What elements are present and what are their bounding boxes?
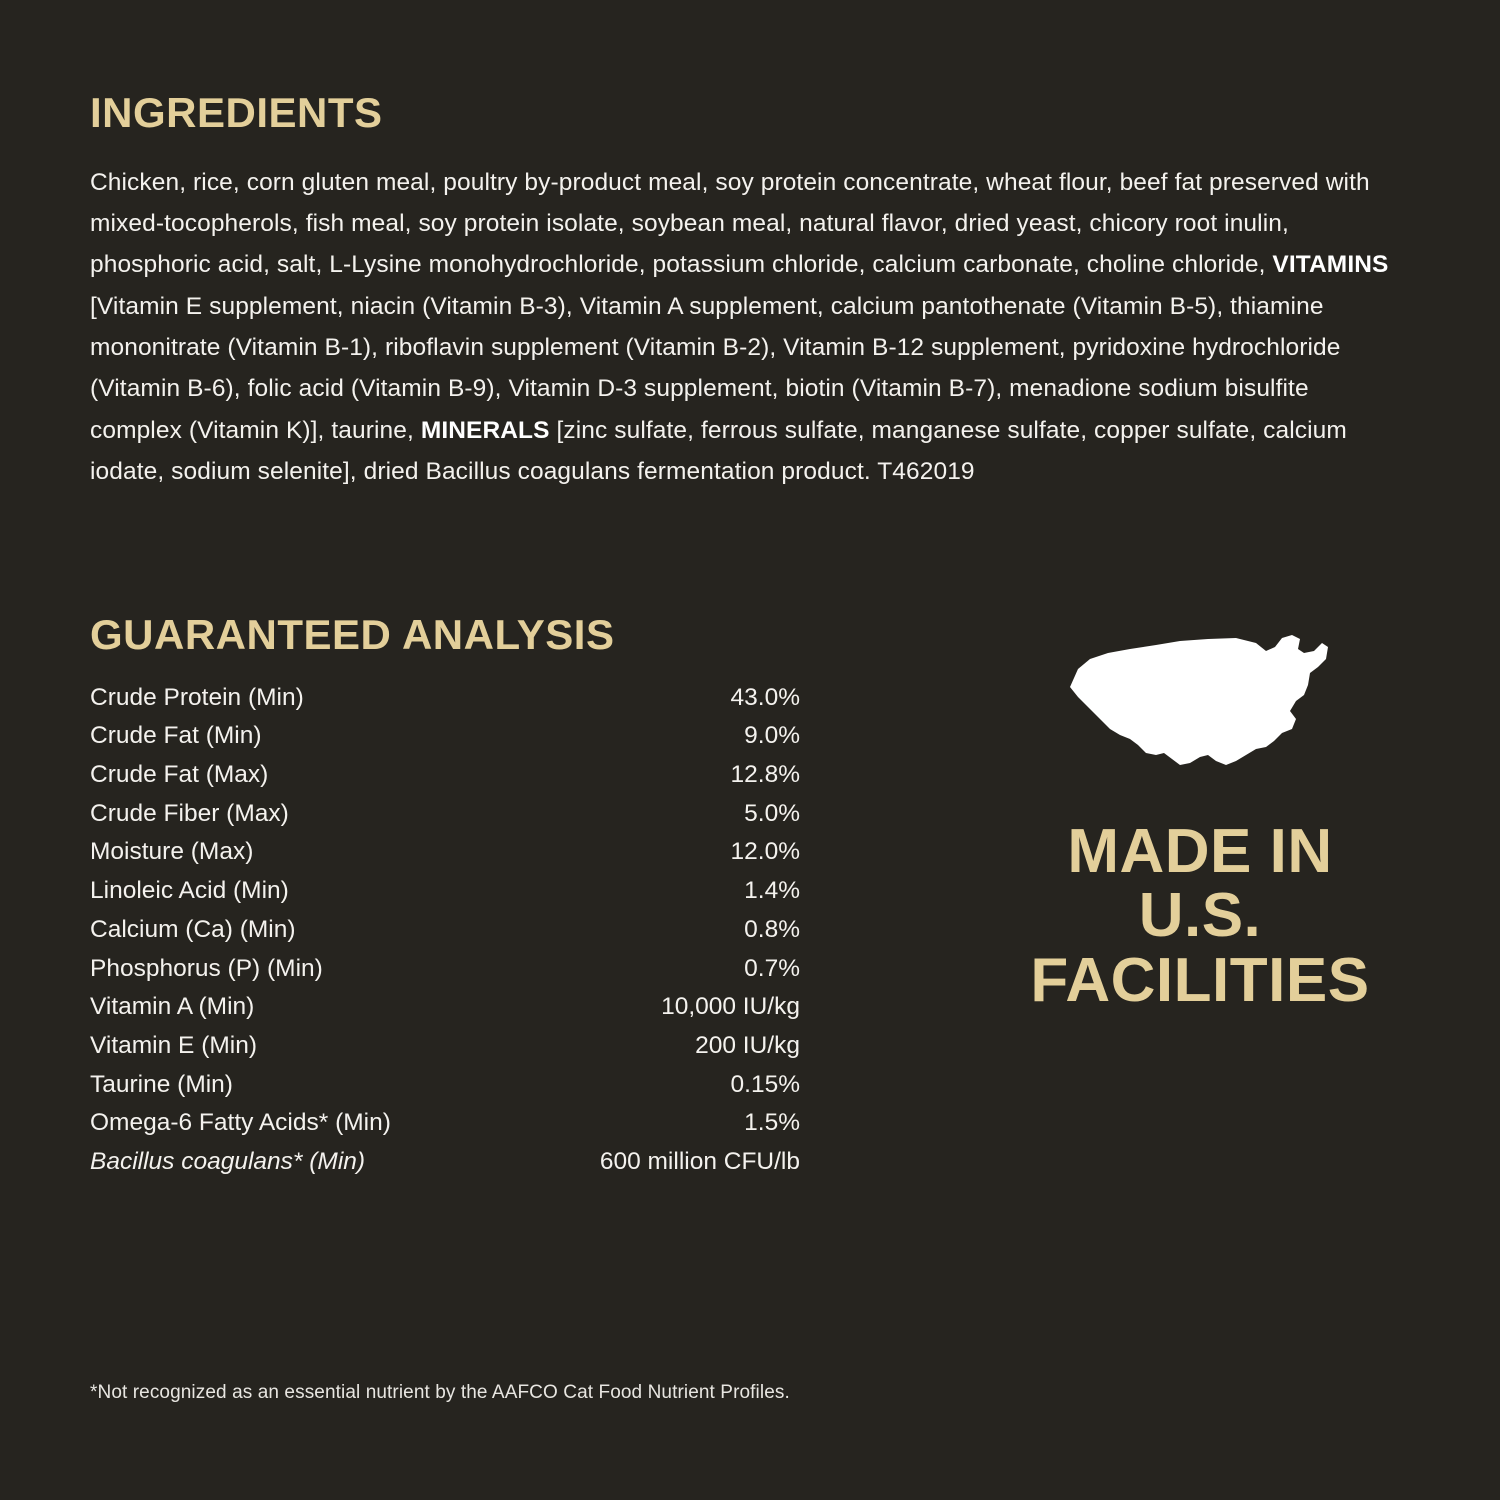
analysis-row-value: 43.0% xyxy=(730,683,800,711)
analysis-row-value: 600 million CFU/lb xyxy=(599,1148,800,1176)
analysis-row-label: Linoleic Acid (Min) xyxy=(90,877,289,905)
analysis-row-label: Bacillus coagulans* (Min) xyxy=(90,1148,366,1176)
usa-map-icon xyxy=(1060,629,1340,804)
analysis-row-label: Vitamin E (Min) xyxy=(90,1031,258,1059)
analysis-row-value: 200 IU/kg xyxy=(695,1031,800,1059)
footnote: *Not recognized as an essential nutrient by the AAFCO Cat Food Nutrient Profiles. xyxy=(90,1382,790,1403)
analysis-row-label: Moisture (Max) xyxy=(90,838,254,866)
minerals-label: MINERALS xyxy=(420,416,550,444)
analysis-row-value: 12.0% xyxy=(730,838,800,866)
made-in-us-badge xyxy=(990,629,1410,1013)
analysis-row-label: Crude Fiber (Max) xyxy=(90,799,289,827)
analysis-row xyxy=(90,795,800,834)
analysis-row-label: Taurine (Min) xyxy=(90,1070,233,1098)
analysis-row-value: 5.0% xyxy=(744,799,800,827)
badge-line-1: MADE IN xyxy=(1067,816,1333,886)
analysis-row xyxy=(90,1066,800,1105)
guaranteed-analysis-heading: GUARANTEED ANALYSIS xyxy=(90,610,615,658)
analysis-row-label: Crude Protein (Min) xyxy=(90,683,304,711)
analysis-row-value: 0.15% xyxy=(730,1070,800,1098)
analysis-row xyxy=(90,872,800,911)
ingredients-text-part-3: [zinc sulfate, ferrous sulfate, manganese sulfate, copper sulfate, calcium iodate, sodium selenite], dried Bacillus coagulans fermentation product. T462019 xyxy=(90,416,1347,486)
analysis-row-value: 0.7% xyxy=(744,954,800,982)
ingredients-text xyxy=(90,162,1400,493)
analysis-row xyxy=(90,756,800,795)
analysis-row xyxy=(90,1143,800,1182)
analysis-row xyxy=(90,988,800,1027)
analysis-row-label: Crude Fat (Max) xyxy=(90,761,269,789)
badge-line-3: FACILITIES xyxy=(1030,945,1370,1015)
analysis-row xyxy=(90,679,800,718)
analysis-row-value: 0.8% xyxy=(744,915,800,943)
badge-text xyxy=(990,816,1410,1015)
analysis-row-value: 10,000 IU/kg xyxy=(661,993,800,1021)
analysis-row-label: Crude Fat (Min) xyxy=(90,722,262,750)
ingredients-section xyxy=(90,89,1410,493)
analysis-row xyxy=(90,950,800,989)
analysis-row-value: 1.4% xyxy=(744,877,800,905)
analysis-row xyxy=(90,833,800,872)
ingredients-text-part-1: Chicken, rice, corn gluten meal, poultry by-product meal, soy protein concentrate, wheat flour, beef fat preserved with mixed-tocopherols, fish meal, soy protein isolate, soybean meal, natural flavor, dried yeast, chicory root inulin, phosphoric acid, salt, L-Lysine monohydrochloride, potassium chloride, calcium carbonate, choline chloride, xyxy=(90,168,1370,279)
analysis-row-label: Calcium (Ca) (Min) xyxy=(90,915,296,943)
ingredients-heading: INGREDIENTS xyxy=(90,89,383,136)
guaranteed-analysis-section xyxy=(90,611,1410,1182)
vitamins-label: VITAMINS xyxy=(1272,251,1389,279)
analysis-row-value: 9.0% xyxy=(744,722,800,750)
ingredients-text-part-2: [Vitamin E supplement, niacin (Vitamin B-3), Vitamin A supplement, calcium pantothenate (Vitamin B-5), thiamine mononitrate (Vitamin B-1), riboflavin supplement (Vitamin B-2), Vitamin B-12 supplement, pyridoxine hydrochloride (Vitamin B-6), folic acid (Vitamin B-9), Vitamin D-3 supplement, biotin (Vitamin B-7), menadione sodium bisulfite complex (Vitamin K)], taurine, xyxy=(90,292,1341,444)
analysis-row-label: Phosphorus (P) (Min) xyxy=(90,954,323,982)
analysis-row-label: Omega-6 Fatty Acids* (Min) xyxy=(90,1109,391,1137)
analysis-row-value: 1.5% xyxy=(744,1109,800,1137)
analysis-row xyxy=(90,911,800,950)
badge-line-2: U.S. xyxy=(1138,881,1262,951)
guaranteed-analysis-table xyxy=(90,679,800,1182)
analysis-row xyxy=(90,717,800,756)
analysis-row xyxy=(90,1104,800,1143)
analysis-row-value: 12.8% xyxy=(730,761,800,789)
analysis-row-label: Vitamin A (Min) xyxy=(90,993,255,1021)
analysis-row xyxy=(90,1027,800,1066)
